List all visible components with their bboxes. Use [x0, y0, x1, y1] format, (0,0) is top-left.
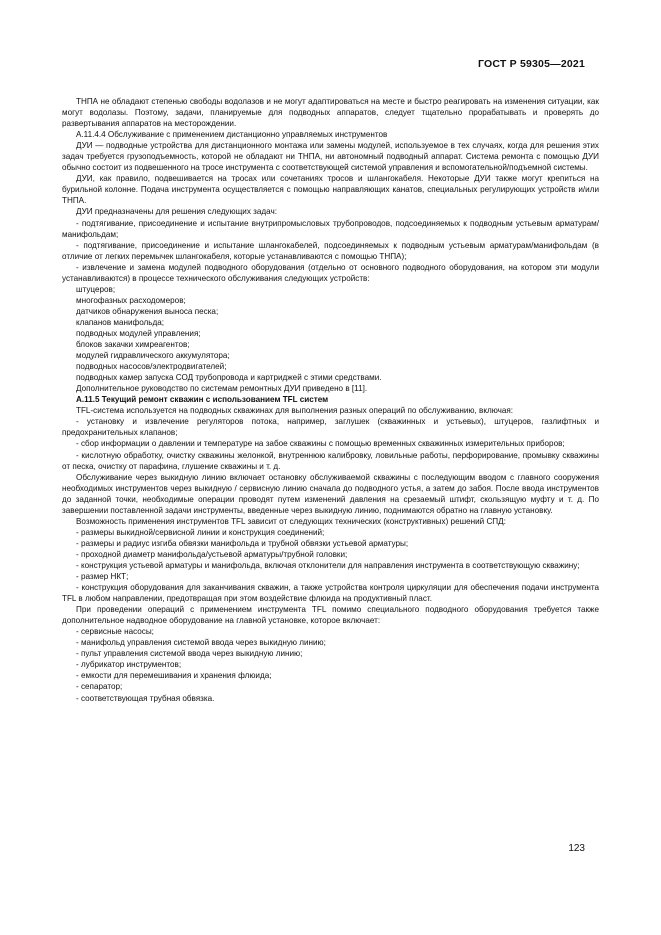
list-item: многофазных расходомеров; [76, 295, 186, 305]
paragraph: Дополнительное руководство по системам ремонтных ДУИ приведено в [11]. [76, 384, 368, 394]
list-item: клапанов манифольда; [76, 317, 165, 327]
list-item: - размер НКТ; [76, 572, 129, 582]
list-item: - конструкция устьевой арматуры и манифольда, включая отклонители для направления инструмента в соответствующую скважину; [76, 560, 580, 570]
list-item: - подтягивание, присоединение и испытание внутрипромысловых трубопроводов, подсоединяемых к подводным устьевым арматурам/манифольдам; [62, 218, 599, 239]
list-item: - конструкция оборудования для заканчивания скважин, а также устройства контроля циркуляции для обеспечения подачи инструмента TFL в любом направлении, предотвращая при этом воздействие флюида на продуктивный пласт. [62, 583, 599, 604]
list-item: подводных модулей управления; [76, 328, 201, 338]
paragraph: TFL-система используется на подводных скважинах для выполнения разных операций по обслуживанию, включая: [76, 406, 514, 416]
list-item: подводных камер запуска СОД трубопровода и картриджей с этими средствами. [76, 373, 382, 383]
list-item: - установку и извлечение регуляторов потока, например, заглушек (скважинных и устьевых), штуцеров, газлифтных и предохранительных клапанов; [62, 417, 599, 438]
list-item: - кислотную обработку, очистку скважины желонкой, внутреннюю калибровку, ловильные работы, перфорирование, промывку скважины от песка, очистку от парафина, глушение скважины и т. д. [62, 450, 599, 471]
list-item: - сепаратор; [76, 682, 123, 692]
list-item: - размеры и радиус изгиба обвязки манифольда и трубной обвязки устьевой арматуры; [76, 538, 409, 548]
list-item: - извлечение и замена модулей подводного оборудования (отдельно от основного подводного оборудования, на котором эти модули устанавливаются) в процессе технического обслуживания следующих устройств: [62, 262, 599, 283]
page-number: 123 [568, 843, 585, 854]
document-id-header: ГОСТ Р 59305—2021 [477, 58, 585, 70]
paragraph: Обслуживание через выкидную линию включает остановку обслуживаемой скважины с последующим вводом с главного сооружения необходимых инструментов через выкидную / сервисную линию сначала до подводного устья, а затем до забоя. После ввода инструментов до заданной точки, необходимые операции проводят путем изменений давления на срезаемый штифт, скользящую муфту и т. д. По завершении поставленной задачи инструменты, введенные через выкидную линию, поднимаются обратно на главную установку. [62, 472, 599, 515]
list-item: - сервисные насосы; [76, 627, 154, 637]
list-item: - размеры выкидной/сервисной линии и конструкция соединений; [76, 527, 325, 537]
list-item: - подтягивание, присоединение и испытание шлангокабелей, подсоединяемых к подводным устьевым арматурам/манифольдам (в отличие от легких перемычек шлангокабеля, которые устанавливаются с помощью ТНПА); [62, 240, 599, 261]
document-body [62, 96, 599, 704]
list-item: штуцеров; [76, 284, 116, 294]
list-item: - емкости для перемешивания и хранения флюида; [76, 671, 272, 681]
list-item: датчиков обнаружения выноса песка; [76, 306, 219, 316]
section-heading: А.11.5 Текущий ремонт скважин с использованием TFL систем [76, 395, 329, 405]
paragraph: ДУИ, как правило, подвешивается на тросах или сочетаниях тросов и шлангокабеля. Некоторые ДУИ также могут крепиться на бурильной колонне. Подача инструмента осуществляется с помощью направляющих канатов, специальных регулирующих устройств и/или ТНПА. [62, 174, 599, 206]
paragraph: Возможность применения инструментов TFL зависит от следующих технических (конструктивных) решений СПД: [76, 516, 506, 526]
paragraph: ДУИ предназначены для решения следующих задач: [76, 207, 277, 217]
list-item: - сбор информации о давлении и температуре на забое скважины с помощью временных скважинных измерительных приборов; [76, 439, 565, 449]
list-item: - лубрикатор инструментов; [76, 660, 182, 670]
paragraph: При проведении операций с применением инструмента TFL помимо специального подводного оборудования требуется также дополнительное надводное оборудование на главной установке, которое включает: [62, 605, 599, 626]
list-item: модулей гидравлического аккумулятора; [76, 351, 230, 361]
list-item: подводных насосов/электродвигателей; [76, 362, 227, 372]
list-item: - пульт управления системой ввода через выкидную линию; [76, 649, 303, 659]
paragraph: ДУИ — подводные устройства для дистанционного монтажа или замены модулей, используемое в тех случаях, когда для решения этих задач требуется грузоподъемность, которой не обладают ни ТНПА, ни автономный подводный аппарат. Система ремонта с помощью ДУИ обычно состоит из подвешенного на тросе инструмента с соответствующей системой управления и вспомогательной/подъемной системы. [62, 141, 599, 173]
paragraph: ТНПА не обладают степенью свободы водолазов и не могут адаптироваться на месте и быстро реагировать на изменения ситуации, как могут водолазы. Поэтому, задачи, планируемые для подводных аппаратов, следует тщательно прорабатывать и проверять до развертывания аппаратов на месторождении. [62, 97, 599, 129]
list-item: - проходной диаметр манифольда/устьевой арматуры/трубной головки; [76, 549, 348, 559]
list-item: блоков закачки химреагентов; [76, 340, 190, 350]
subsection-heading: А.11.4.4 Обслуживание с применением дистанционно управляемых инструментов [76, 130, 388, 140]
list-item: - манифольд управления системой ввода через выкидную линию; [76, 638, 326, 648]
list-item: - соответствующая трубная обвязка. [76, 693, 215, 703]
